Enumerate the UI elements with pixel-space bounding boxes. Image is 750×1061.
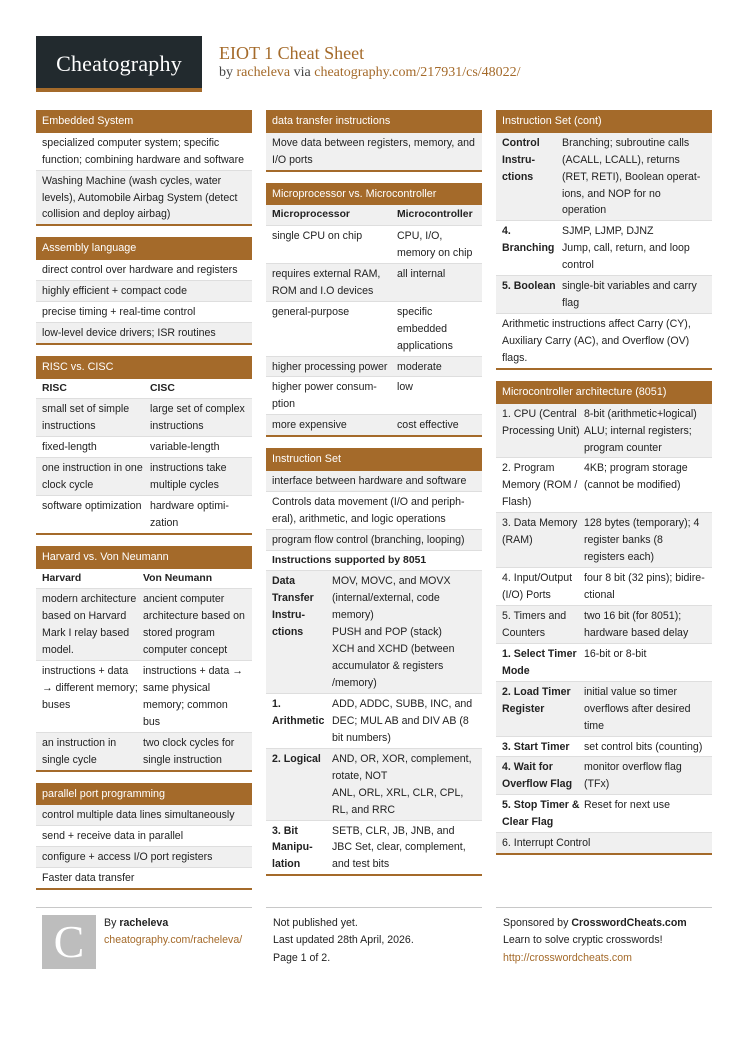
column-header: Microprocessor <box>272 209 350 221</box>
author-profile-link[interactable]: cheatography.com/racheleva/ <box>104 934 243 947</box>
table-cell: low <box>397 381 413 394</box>
footer-author-name[interactable]: racheleva <box>119 917 169 929</box>
list-item: program flow control (branching, looping) <box>266 530 482 551</box>
section-title: Instruction Set (cont) <box>496 110 712 133</box>
table-row <box>266 571 482 694</box>
harvard-von-neumann-section <box>36 546 252 772</box>
row-value: four 8 bit (32 pins); bidirectional <box>584 572 705 602</box>
publish-status: Not published yet. <box>273 917 358 929</box>
row-value: 128 bytes (temporary); 4 register banks (8 registers each) <box>584 517 700 564</box>
row-label: 4. Input/Output (I/O) Ports <box>502 572 573 602</box>
section-title: Instruction Set <box>266 448 482 471</box>
list-item: specialized computer system; specific function; combining hardware and software <box>36 133 252 171</box>
table-cell: single CPU on chip <box>272 229 363 242</box>
assembly-language-section <box>36 237 252 344</box>
table-row <box>266 226 482 264</box>
table-cell: instructions take multiple cycles <box>150 462 227 492</box>
table-row <box>496 757 712 795</box>
list-item: configure + access I/O port registers <box>36 847 252 868</box>
table-row <box>496 513 712 568</box>
row-value <box>562 135 706 220</box>
table-row <box>496 404 712 459</box>
row-label: 1. Select Timer Mode <box>502 647 577 677</box>
value-line: SETB, CLR, JB, JNB, and JBC Set, clear, complement, and test bits <box>332 824 466 871</box>
table-header <box>266 205 482 226</box>
sponsored-by: Sponsored by <box>503 917 569 929</box>
table-cell: instructions + data → same physical memory; common bus <box>143 664 243 728</box>
value-line: Branching; subroutine calls (ACALL, LCALL), returns (RET, RETI), Boolean operations, and NOP for no operation <box>562 136 701 217</box>
table-row <box>36 399 252 437</box>
sheet-url-link[interactable]: cheatography.com/217931/cs/48022/ <box>314 65 521 80</box>
section-title: Microcontroller architecture (8051) <box>496 381 712 404</box>
table-cell: small set of simple instructions <box>42 403 130 433</box>
table-row <box>496 682 712 737</box>
table-row <box>496 737 712 758</box>
value-line: ANL, ORL, XRL, CLR, CPL, RL, and RRC <box>332 786 464 816</box>
row-value: set control bits (counting) <box>584 740 703 753</box>
footer-sponsor <box>503 915 687 967</box>
list-item: highly efficient + compact code <box>36 281 252 302</box>
row-label: 1. CPU (Central Processing Unit) <box>502 407 580 437</box>
row-value: 16-bit or 8-bit <box>584 647 647 660</box>
value-line: single-bit variables and carry flag <box>562 280 697 310</box>
section-title: Microprocessor vs. Microcontroller <box>266 183 482 206</box>
page-number: Page 1 of 2. <box>273 951 331 964</box>
list-item: control multiple data lines simultaneously <box>36 805 252 826</box>
table-cell: software optimization <box>42 499 142 512</box>
row-label: 3. Data Memory (RAM) <box>502 517 578 547</box>
table-cell: two clock cycles for single instruction <box>143 736 235 766</box>
list-item: direct control over hardware and registers <box>36 260 252 281</box>
instruction-set-section <box>266 448 482 876</box>
table-cell: instructions + data → different memory; buses <box>42 664 138 711</box>
table-row <box>496 221 712 276</box>
column-header: Harvard <box>42 572 82 584</box>
column-1 <box>36 110 252 901</box>
value-line: PUSH and POP (stack) <box>332 626 442 639</box>
table-cell: ancient computer architecture based on stored program computer concept <box>143 593 245 657</box>
table-row <box>496 568 712 606</box>
table-cell: hardware optimization <box>150 499 229 529</box>
section-title: Assembly language <box>36 237 252 260</box>
list-item: precise timing + real-time control <box>36 302 252 323</box>
embedded-system-section <box>36 110 252 226</box>
section-title: parallel port programming <box>36 783 252 806</box>
row-label: 2. Logical <box>272 752 321 765</box>
value-line: ADD, ADDC, SUBB, INC, and DEC; MUL AB and DIV AB (8 bit numbers) <box>332 697 473 744</box>
table-row <box>266 415 482 435</box>
parallel-port-section <box>36 783 252 890</box>
data-transfer-section <box>266 110 482 172</box>
column-3 <box>496 110 712 866</box>
value-line: XCH and XCHD (between accumulator & registers /memory) <box>332 643 455 690</box>
list-item: Move data between registers, memory, and I/O ports <box>266 133 482 170</box>
list-item: Washing Machine (wash cycles, water levels), Automobile Airbag System (detect collision and deploy airbag) <box>36 171 252 225</box>
table-row <box>266 821 482 875</box>
table-cell: fixed-length <box>42 441 97 454</box>
value-line: MOV, MOVC, and MOVX (internal/external, code memory) <box>332 575 451 622</box>
section-title: Harvard vs. Von Neumann <box>36 546 252 569</box>
column-header: Microcontroller <box>397 209 473 221</box>
row-value: initial value so timer overflows after desired time <box>584 685 691 732</box>
table-header <box>36 569 252 590</box>
row-label: 3. Bit Manipulation <box>272 824 313 871</box>
list-item: interface between hardware and software <box>266 471 482 492</box>
table-cell: moderate <box>397 360 442 373</box>
table-row <box>496 133 712 222</box>
list-item: 6. Interrupt Control <box>496 833 712 853</box>
microprocessor-microcontroller-section <box>266 183 482 438</box>
table-row <box>36 661 252 733</box>
table-row <box>36 589 252 661</box>
value-line: AND, OR, XOR, complement, rotate, NOT <box>332 752 472 782</box>
row-label: 4. Wait for Overflow Flag <box>502 761 573 791</box>
table-row <box>36 733 252 770</box>
row-value: monitor overflow flag (TFx) <box>584 761 682 791</box>
table-cell: higher processing power <box>272 360 388 373</box>
table-row <box>36 496 252 533</box>
footer-by-line <box>104 915 242 932</box>
sponsor-text: Learn to solve cryptic crosswords! <box>503 934 663 947</box>
list-item: send + receive data in parallel <box>36 826 252 847</box>
row-value: two 16 bit (for 8051); hardware based delay <box>584 609 689 639</box>
row-label: Control Instructions <box>502 136 540 183</box>
table-cell: modern architecture based on Harvard Mark I relay based model. <box>42 593 137 657</box>
row-label: 5. Boolean <box>502 280 556 293</box>
table-cell: variable-length <box>150 441 220 454</box>
sponsor-name[interactable]: CrosswordCheats.com <box>571 917 687 929</box>
row-value <box>562 278 706 312</box>
row-value <box>562 223 706 274</box>
row-value <box>332 696 476 747</box>
table-row <box>266 377 482 415</box>
footer-by: By <box>104 917 117 929</box>
cheatography-logo[interactable]: Cheatography <box>36 36 202 92</box>
table-row <box>36 437 252 458</box>
section-title: Embedded System <box>36 110 252 133</box>
list-item: Faster data transfer <box>42 872 135 885</box>
logo-accent-bar <box>36 88 202 92</box>
row-value: 8-bit (arithmetic+logical) ALU; internal registers; program counter <box>584 407 697 454</box>
list-item: Controls data movement (I/O and peripheral), arithmetic, and logic operations <box>266 492 482 530</box>
table-cell: CPU, I/O, memory on chip <box>397 229 473 259</box>
footer-meta <box>273 915 414 967</box>
last-updated: Last updated 28th April, 2026. <box>273 934 414 947</box>
table-cell: an instruction in single cycle <box>42 736 117 766</box>
row-label: 5. Timers and Counters <box>502 609 567 639</box>
author-link[interactable]: racheleva <box>236 65 291 80</box>
table-row <box>496 795 712 833</box>
row-value <box>332 573 476 692</box>
row-value <box>332 823 476 874</box>
table-cell: one instruction in one clock cycle <box>42 462 143 492</box>
row-label: 4. Branching <box>502 225 555 255</box>
table-cell: higher power consumption <box>272 381 377 411</box>
row-label: 2. Load Timer Register <box>502 685 571 715</box>
row-value: 4KB; program storage (cannot be modified) <box>584 462 688 492</box>
row-label: 2. Program Memory (ROM / Flash) <box>502 462 578 509</box>
table-row <box>496 606 712 644</box>
table-row <box>266 694 482 749</box>
section-title: data transfer instructions <box>266 110 482 133</box>
byline-via: via <box>293 65 311 80</box>
table-row <box>266 357 482 378</box>
value-line: SJMP, LJMP, DJNZ <box>562 225 654 238</box>
table-row <box>496 644 712 682</box>
page-title: EIOT 1 Cheat Sheet <box>219 43 365 63</box>
byline-by: by <box>219 65 233 80</box>
instruction-set-cont-section <box>496 110 712 370</box>
column-header: RISC <box>42 382 67 394</box>
table-row <box>496 458 712 513</box>
sponsor-link[interactable]: http://crosswordcheats.com <box>503 951 632 964</box>
row-label: 1. Arithmetic <box>272 697 325 727</box>
list-item: low-level device drivers; ISR routines <box>36 323 252 343</box>
subsection-heading: Instructions supported by 8051 <box>266 551 482 572</box>
table-header <box>36 379 252 400</box>
microcontroller-architecture-section <box>496 381 712 855</box>
footer-divider <box>496 907 712 908</box>
footer-author <box>104 915 242 950</box>
column-2 <box>266 110 482 887</box>
table-cell: general-purpose <box>272 305 350 318</box>
author-avatar[interactable]: C <box>42 915 96 969</box>
risc-cisc-section <box>36 356 252 535</box>
table-cell: all internal <box>397 267 446 280</box>
table-cell: cost effective <box>397 419 459 432</box>
table-cell: specific embedded applications <box>397 305 453 352</box>
section-title: RISC vs. CISC <box>36 356 252 379</box>
table-row <box>496 276 712 314</box>
sponsor-line <box>503 915 687 932</box>
footer-divider <box>266 907 482 908</box>
table-row <box>266 264 482 302</box>
column-header: CISC <box>150 382 175 394</box>
row-label: 3. Start Timer <box>502 740 570 753</box>
row-value: Reset for next use <box>584 799 670 812</box>
row-value <box>332 751 476 819</box>
byline <box>219 65 521 82</box>
table-cell: more expensive <box>272 419 347 432</box>
note-row: Arithmetic instructions affect Carry (CY), Auxiliary Carry (AC), and Overflow (OV) flags. <box>502 318 691 364</box>
column-header: Von Neumann <box>143 572 213 584</box>
table-cell: requires external RAM, ROM and I.O devices <box>272 267 381 297</box>
table-row <box>266 749 482 821</box>
table-row <box>36 458 252 496</box>
table-cell: large set of complex instructions <box>150 403 245 433</box>
value-line: Jump, call, return, and loop control <box>562 242 690 272</box>
row-label: Data Transfer Instructions <box>272 575 314 639</box>
row-label: 5. Stop Timer & Clear Flag <box>502 799 580 829</box>
table-row <box>266 302 482 357</box>
